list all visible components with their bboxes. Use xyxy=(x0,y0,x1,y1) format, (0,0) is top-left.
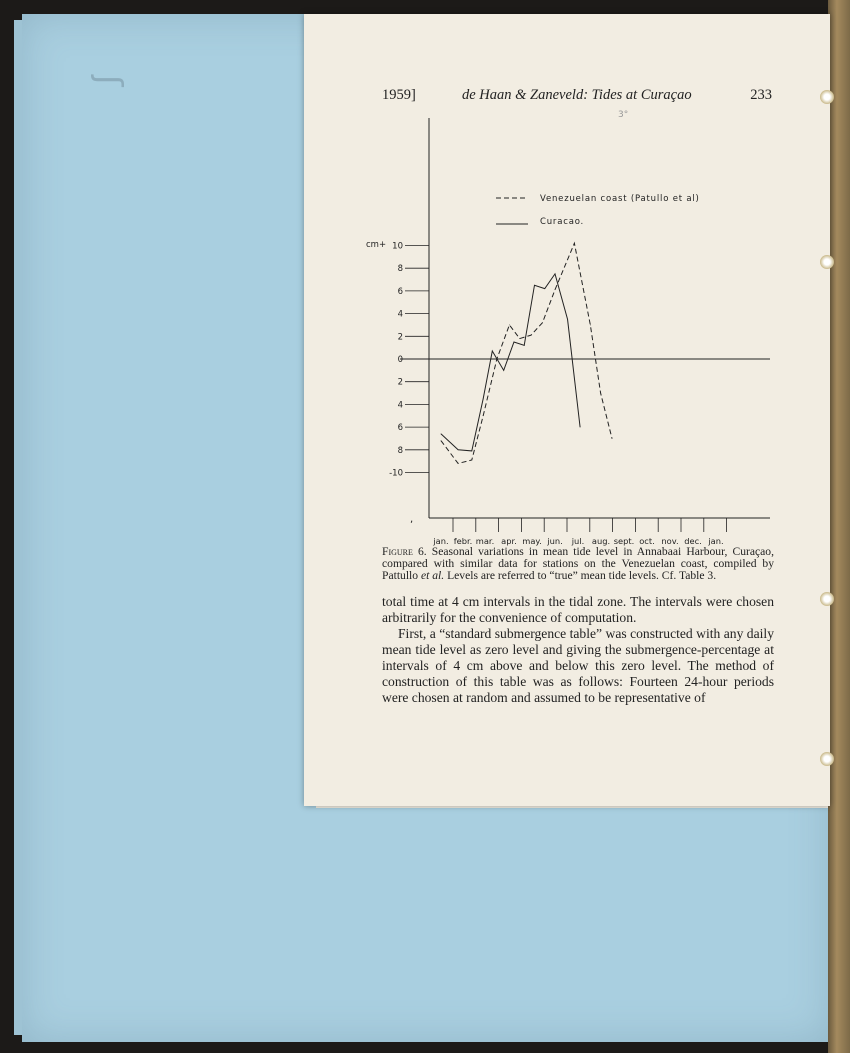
x-tick-label: febr. xyxy=(453,536,473,546)
body-text xyxy=(382,594,774,706)
x-tick-label: jun. xyxy=(547,536,563,546)
y-tick-label: 2 xyxy=(397,332,403,343)
x-tick-label: jan. xyxy=(708,536,724,546)
legend-solid-label: Curacao. xyxy=(540,217,585,227)
paragraph-1: total time at 4 cm intervals in the tidal zone. The intervals were chosen arbitrarily for the convenience of computation. xyxy=(382,594,774,625)
data-point xyxy=(555,273,556,274)
data-point xyxy=(458,463,459,464)
figure-caption xyxy=(382,546,774,582)
data-point xyxy=(574,243,575,244)
x-tick-label: aug. xyxy=(591,536,611,546)
x-tick-label: mar. xyxy=(475,536,495,546)
data-point xyxy=(483,398,484,399)
caption-text: Seasonal variations in mean tide level in Annabaai Harbour, Curaçao, compared with similar data for stations on the Venezuelan coast, compiled by Pattullo xyxy=(382,545,775,582)
x-tick-label: jan. xyxy=(433,536,449,546)
page-speck: 3° xyxy=(618,110,629,120)
paragraph-2: First, a “standard submergence table” was constructed with any daily mean tide level as zero level and giving the submergence-percentage at intervals of 4 cm above and below this zero level. The method of construction of this table was as follows: Fourteen 24-hour periods were chosen at random and assumed to be representative of xyxy=(382,626,774,705)
data-point xyxy=(534,285,535,286)
y-unit-label: cm+ xyxy=(366,240,387,250)
data-point xyxy=(509,325,510,326)
caption-label: Figure 6. xyxy=(382,545,427,558)
data-point xyxy=(600,393,601,394)
y-tick-label: 0 xyxy=(397,355,403,365)
x-tick-label: may. xyxy=(522,536,542,546)
data-point xyxy=(519,338,520,339)
data-point xyxy=(492,351,493,352)
data-point xyxy=(503,370,504,371)
x-tick-label: jul. xyxy=(571,536,585,546)
header-year: 1959] xyxy=(382,87,416,103)
y-tick-label: 6 xyxy=(397,423,403,434)
data-point xyxy=(544,288,545,289)
binding-spine xyxy=(828,0,850,1053)
running-header xyxy=(382,87,772,107)
data-point xyxy=(483,415,484,416)
staple-mark xyxy=(820,90,834,104)
staple-mark xyxy=(820,752,834,766)
series-curacao xyxy=(441,274,580,451)
data-point xyxy=(555,289,556,290)
data-point xyxy=(580,427,581,428)
x-tick-label: apr. xyxy=(501,536,517,546)
x-tick-label: oct. xyxy=(639,536,655,546)
y-tick-label: 4 xyxy=(397,400,403,411)
data-point xyxy=(441,434,442,435)
series-lines xyxy=(441,243,613,464)
x-tick-label: dec. xyxy=(684,536,702,546)
data-point xyxy=(471,460,472,461)
y-tick-label: 4 xyxy=(397,309,403,320)
y-ticks xyxy=(389,242,429,479)
y-tick-label: 8 xyxy=(397,445,403,456)
data-point xyxy=(567,319,568,320)
staple-mark xyxy=(820,255,834,269)
data-point xyxy=(542,322,543,323)
data-point xyxy=(471,451,472,452)
data-point xyxy=(458,449,459,450)
chart-legend xyxy=(496,194,700,227)
y-tick-label: 10 xyxy=(392,241,403,252)
data-point xyxy=(514,342,515,343)
legend-dashed-label: Venezuelan coast (Patullo et al) xyxy=(540,194,700,204)
x-tick-label: nov. xyxy=(661,536,679,546)
series-venezuelan-coast xyxy=(441,243,612,463)
header-title: de Haan & Zaneveld: Tides at Curaçao xyxy=(462,87,692,103)
data-point xyxy=(531,335,532,336)
data-point xyxy=(590,325,591,326)
caption-etal: et al. xyxy=(420,569,445,582)
pencil-mark: ʃ xyxy=(89,75,129,87)
tide-chart xyxy=(360,110,780,546)
data-point xyxy=(441,440,442,441)
y-tick-label: -10 xyxy=(389,468,403,479)
x-tick-label: sept. xyxy=(613,536,635,546)
y-tick-label: 6 xyxy=(397,286,403,297)
axis-comma: , xyxy=(410,514,414,525)
page-number: 233 xyxy=(750,87,772,103)
y-tick-label: 8 xyxy=(397,264,403,275)
y-tick-label: 2 xyxy=(397,377,403,388)
caption-text-end: Levels are referred to “true” mean tide levels. Cf. Table 3. xyxy=(447,569,717,582)
staple-mark xyxy=(820,592,834,606)
data-point xyxy=(612,438,613,439)
data-point xyxy=(524,345,525,346)
